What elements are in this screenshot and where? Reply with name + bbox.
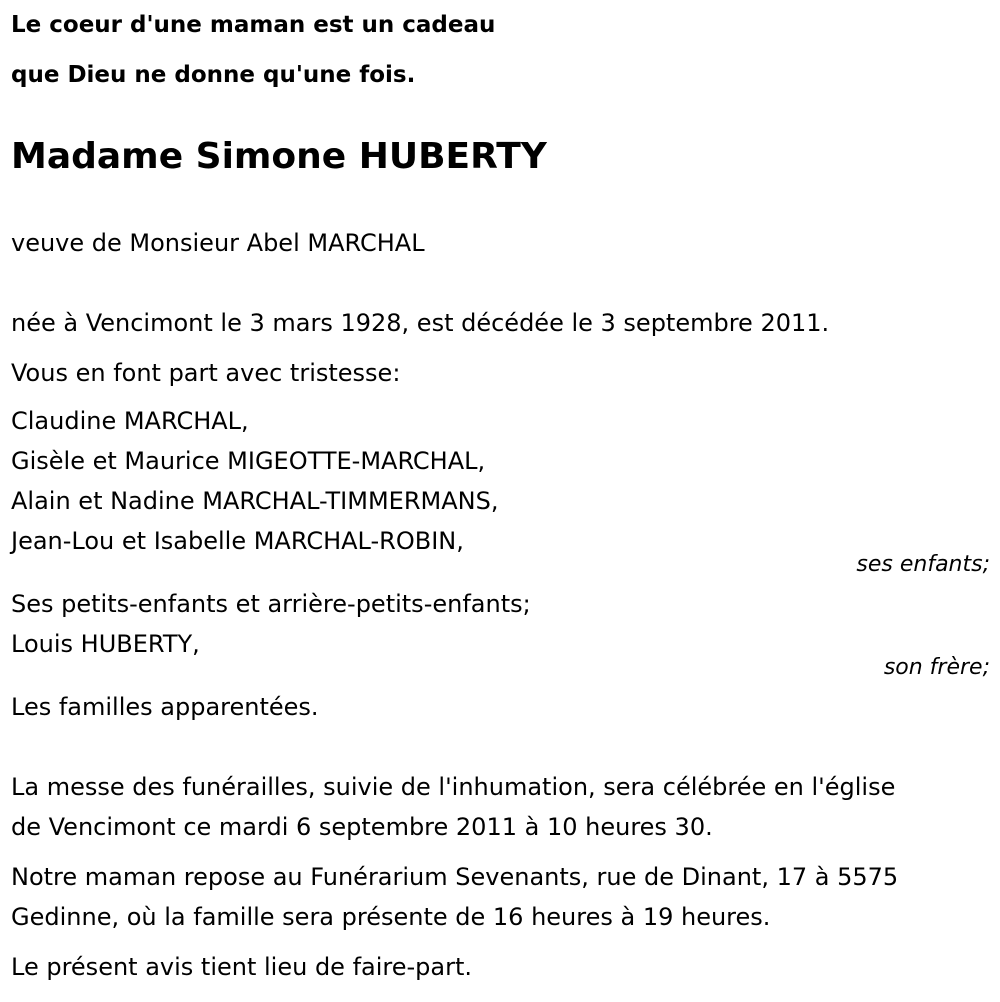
child-line: Alain et Nadine MARCHAL-TIMMERMANS, [11,487,499,515]
announcement-intro: Vous en font part avec tristesse: [11,359,401,387]
mass-line-1: La messe des funérailles, suivie de l'inhumation, sera célébrée en l'église [11,773,896,801]
families-line: Les familles apparentées. [11,693,319,721]
rest-line-2: Gedinne, où la famille sera présente de 16 heures à 19 heures. [11,903,771,931]
child-line: Claudine MARCHAL, [11,407,249,435]
child-line: Gisèle et Maurice MIGEOTTE-MARCHAL, [11,447,486,475]
spouse-line: veuve de Monsieur Abel MARCHAL [11,229,425,257]
quote-line-2: que Dieu ne donne qu'une fois. [11,62,416,88]
brother-role: son frère; [883,655,990,680]
child-line: Jean-Lou et Isabelle MARCHAL-ROBIN, [11,527,464,555]
quote-line-1: Le coeur d'une maman est un cadeau [11,12,496,38]
mass-line-2: de Vencimont ce mardi 6 septembre 2011 à 10 heures 30. [11,813,713,841]
notice-line: Le présent avis tient lieu de faire-part. [11,953,473,981]
deceased-name: Madame Simone HUBERTY [11,136,547,177]
birth-death-line: née à Vencimont le 3 mars 1928, est décédée le 3 septembre 2011. [11,309,830,337]
brother-line: Louis HUBERTY, [11,630,200,658]
rest-line-1: Notre maman repose au Funérarium Sevenants, rue de Dinant, 17 à 5575 [11,863,899,891]
grandchildren-line: Ses petits-enfants et arrière-petits-enfants; [11,590,531,618]
children-role: ses enfants; [856,552,990,577]
